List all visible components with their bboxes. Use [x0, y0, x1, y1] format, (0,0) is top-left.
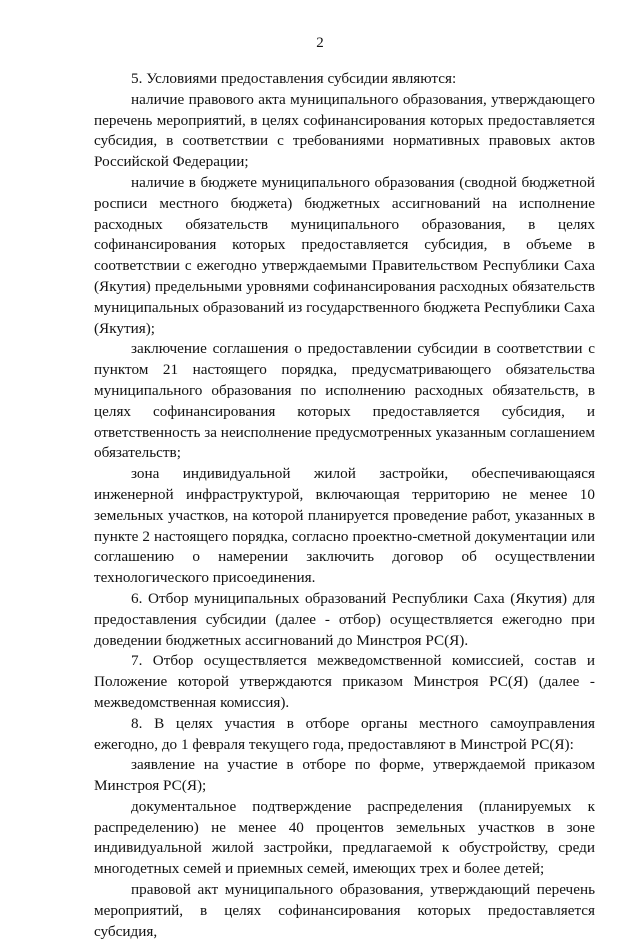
- paragraph-housing-zone: зона индивидуальной жилой застройки, обеспечивающаяся инженерной инфраструктурой, включающая территорию не менее 10 земельных участков, на которой планируется проведение работ, указанных в пункте 2 настоящего порядка, согласно проектно-сметной документации или соглашению о намерении заключить договор об осуществлении технологического присоединения.: [94, 465, 595, 587]
- page-number: 2: [316, 35, 324, 51]
- paragraph-7-commission: 7. Отбор осуществляется межведомственной комиссией, состав и Положение которой утверждаются приказом Минстроя РС(Я) (далее - межведомственная комиссия).: [94, 652, 595, 711]
- paragraph-8-participation: 8. В целях участия в отборе органы местного самоуправления ежегодно, до 1 февраля текущего года, предоставляют в Минстрой РС(Я):: [94, 714, 595, 753]
- paragraph-6-selection: 6. Отбор муниципальных образований Республики Саха (Якутия) для предоставления субсидии (далее - отбор) осуществляется ежегодно при доведении бюджетных ассигнований до Минстроя РС(Я).: [94, 589, 595, 649]
- paragraph-agreement: заключение соглашения о предоставлении субсидии в соответствии с пунктом 21 настоящего порядка, предусматривающего обязательства муниципального образования по исполнению расходных обязательств, в целях софинансирования которых предоставляется субсидия, и ответственность за неисполнение предусмотренных указанным соглашением обязательств;: [94, 340, 595, 462]
- paragraph-documentary-confirmation: документальное подтверждение распределения (планируемых к распределению) не менее 40 процентов земельных участков в зоне индивидуальной жилой застройки, предлагаемой к обустройству, среди многодетных семей и приемных семей, имеющих трех и более детей;: [94, 797, 595, 878]
- paragraph-5-conditions: 5. Условиями предоставления субсидии являются:: [131, 70, 457, 87]
- paragraph-budget-allocations: наличие в бюджете муниципального образования (сводной бюджетной росписи местного бюджета) бюджетных ассигнований на исполнение расходных обязательств муниципального образования, в целях софинансирования которых предоставляется субсидия, в объеме в соответствии с ежегодно утверждаемыми Правительством Республики Саха (Якутия) предельными уровнями софинансирования расходных обязательств муниципальных образований из государственного бюджета Республики Саха (Якутия);: [94, 173, 595, 337]
- paragraph-application: заявление на участие в отборе по форме, утверждаемой приказом Минстроя РС(Я);: [94, 756, 595, 795]
- paragraph-legal-act: наличие правового акта муниципального образования, утверждающего перечень мероприятий, в целях софинансирования которых предоставляется субсидия, в соответствии с требованиями нормативных правовых актов Российской Федерации;: [94, 90, 595, 171]
- paragraph-municipal-act: правовой акт муниципального образования, утверждающий перечень мероприятий, в целях софинансирования которых предоставляется субсидия,: [94, 881, 595, 940]
- document-body: [94, 69, 595, 942]
